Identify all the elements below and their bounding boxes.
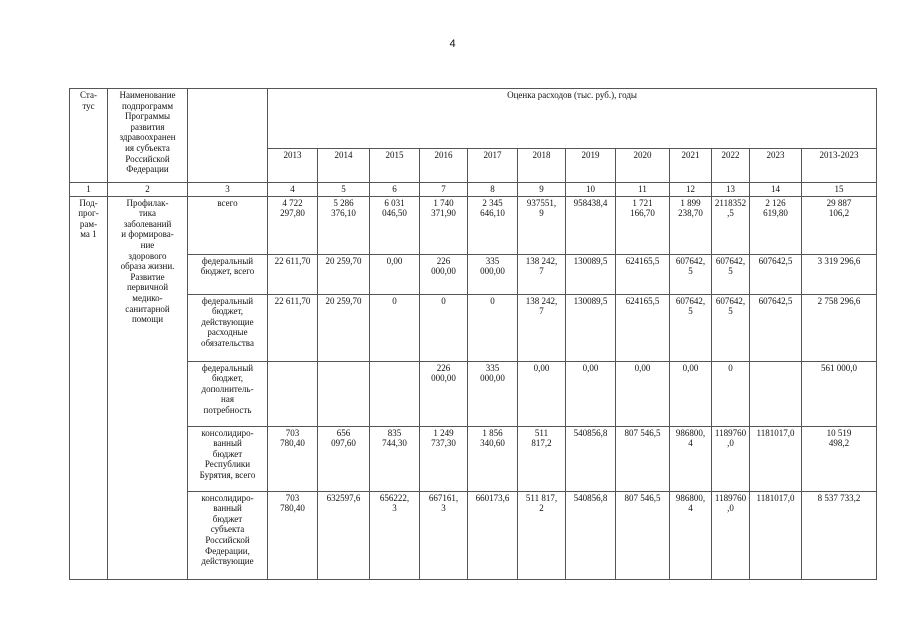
value-cell: 3 319 296,6 — [802, 254, 877, 294]
value-cell: 835 744,30 — [370, 426, 420, 491]
value-cell: 20 259,70 — [318, 294, 370, 361]
value-cell: 0,00 — [670, 361, 712, 426]
value-cell: 5 286 376,10 — [318, 196, 370, 254]
value-cell: 540856,8 — [566, 426, 616, 491]
header-status: Ста- тус — [70, 89, 108, 183]
value-cell: 130089,5 — [566, 294, 616, 361]
funding-source-label: федеральный бюджет, действующие расходные обязательства — [188, 294, 268, 361]
value-cell: 335 000,00 — [468, 254, 518, 294]
value-cell: 20 259,70 — [318, 254, 370, 294]
funding-source-label: федеральный бюджет, всего — [188, 254, 268, 294]
value-cell — [750, 361, 802, 426]
column-number: 6 — [370, 183, 420, 197]
value-cell: 937551, 9 — [518, 196, 566, 254]
header-funding-source — [188, 89, 268, 183]
column-number: 14 — [750, 183, 802, 197]
column-number: 13 — [712, 183, 750, 197]
value-cell: 703 780,40 — [268, 426, 318, 491]
value-cell: 6 031 046,50 — [370, 196, 420, 254]
year-header-2017: 2017 — [468, 149, 518, 183]
value-cell: 29 887 106,2 — [802, 196, 877, 254]
value-cell: 511 817,2 — [518, 426, 566, 491]
year-header-2014: 2014 — [318, 149, 370, 183]
value-cell: 2118352 ,5 — [712, 196, 750, 254]
value-cell: 226 000,00 — [420, 254, 468, 294]
year-header-2022: 2022 — [712, 149, 750, 183]
value-cell — [318, 361, 370, 426]
status-cell: Под- прог- рам- ма 1 — [70, 196, 108, 579]
value-cell: 703 780,40 — [268, 491, 318, 579]
column-number: 2 — [108, 183, 188, 197]
value-cell — [370, 361, 420, 426]
header-subprogram-name: Наименование подпрограмм Программы развития здравоохранен ия субъекта Российской Федерации — [108, 89, 188, 183]
column-number: 10 — [566, 183, 616, 197]
page-number: 4 — [449, 38, 456, 50]
value-cell: 1 856 340,60 — [468, 426, 518, 491]
value-cell: 0 — [712, 361, 750, 426]
year-header-2018: 2018 — [518, 149, 566, 183]
value-cell: 130089,5 — [566, 254, 616, 294]
column-number: 5 — [318, 183, 370, 197]
value-cell: 1189760 ,0 — [712, 426, 750, 491]
year-header-2015: 2015 — [370, 149, 420, 183]
value-cell: 0,00 — [616, 361, 670, 426]
year-header-2016: 2016 — [420, 149, 468, 183]
column-number: 1 — [70, 183, 108, 197]
value-cell: 986800, 4 — [670, 491, 712, 579]
value-cell: 0,00 — [518, 361, 566, 426]
value-cell: 986800, 4 — [670, 426, 712, 491]
value-cell: 138 242, 7 — [518, 254, 566, 294]
value-cell: 607642, 5 — [670, 294, 712, 361]
funding-source-label: консолидиро- ванный бюджет Республики Бурятия, всего — [188, 426, 268, 491]
year-header-2023: 2023 — [750, 149, 802, 183]
value-cell: 632597,6 — [318, 491, 370, 579]
value-cell: 10 519 498,2 — [802, 426, 877, 491]
value-cell: 2 345 646,10 — [468, 196, 518, 254]
year-header-2021: 2021 — [670, 149, 712, 183]
column-number: 9 — [518, 183, 566, 197]
value-cell: 2 126 619,80 — [750, 196, 802, 254]
year-header-2013: 2013 — [268, 149, 318, 183]
value-cell: 807 546,5 — [616, 491, 670, 579]
value-cell: 511 817, 2 — [518, 491, 566, 579]
column-number: 15 — [802, 183, 877, 197]
column-number: 12 — [670, 183, 712, 197]
value-cell: 1181017,0 — [750, 491, 802, 579]
value-cell: 656222, 3 — [370, 491, 420, 579]
subprogram-name-cell: Профилак- тика заболеваний и формирова- ние здорового образа жизни. Развитие первичной медико- санитарной помощи — [108, 196, 188, 579]
value-cell: 1189760 ,0 — [712, 491, 750, 579]
column-number: 4 — [268, 183, 318, 197]
funding-source-label: всего — [188, 196, 268, 254]
value-cell: 1 740 371,90 — [420, 196, 468, 254]
value-cell: 2 758 296,6 — [802, 294, 877, 361]
value-cell: 22 611,70 — [268, 294, 318, 361]
value-cell: 0,00 — [566, 361, 616, 426]
value-cell: 22 611,70 — [268, 254, 318, 294]
funding-source-label: федеральный бюджет, дополнитель- ная потребность — [188, 361, 268, 426]
value-cell: 1 721 166,70 — [616, 196, 670, 254]
value-cell: 1181017,0 — [750, 426, 802, 491]
value-cell: 607642,5 — [750, 254, 802, 294]
value-cell: 624165,5 — [616, 294, 670, 361]
value-cell: 1 249 737,30 — [420, 426, 468, 491]
column-number: 11 — [616, 183, 670, 197]
value-cell — [268, 361, 318, 426]
value-cell: 667161, 3 — [420, 491, 468, 579]
value-cell: 8 537 733,2 — [802, 491, 877, 579]
value-cell: 958438,4 — [566, 196, 616, 254]
value-cell: 0 — [370, 294, 420, 361]
value-cell: 656 097,60 — [318, 426, 370, 491]
value-cell: 561 000,0 — [802, 361, 877, 426]
funding-source-label: консолидиро- ванный бюджет субъекта Российской Федерации, действующие — [188, 491, 268, 579]
value-cell: 0,00 — [370, 254, 420, 294]
value-cell: 540856,8 — [566, 491, 616, 579]
value-cell: 4 722 297,80 — [268, 196, 318, 254]
value-cell: 624165,5 — [616, 254, 670, 294]
value-cell: 807 546,5 — [616, 426, 670, 491]
value-cell: 1 899 238,70 — [670, 196, 712, 254]
column-number: 8 — [468, 183, 518, 197]
column-number: 7 — [420, 183, 468, 197]
value-cell: 0 — [468, 294, 518, 361]
value-cell: 607642, 5 — [712, 294, 750, 361]
value-cell: 0 — [420, 294, 468, 361]
value-cell: 660173,6 — [468, 491, 518, 579]
value-cell: 607642, 5 — [712, 254, 750, 294]
year-header-2019: 2019 — [566, 149, 616, 183]
value-cell: 226 000,00 — [420, 361, 468, 426]
value-cell: 607642,5 — [750, 294, 802, 361]
year-header-2020: 2020 — [616, 149, 670, 183]
header-estimate: Оценка расходов (тыс. руб.), годы — [268, 89, 877, 149]
year-header-2013-2023: 2013-2023 — [802, 149, 877, 183]
column-number: 3 — [188, 183, 268, 197]
value-cell: 335 000,00 — [468, 361, 518, 426]
expense-table — [69, 88, 877, 580]
value-cell: 138 242, 7 — [518, 294, 566, 361]
value-cell: 607642, 5 — [670, 254, 712, 294]
